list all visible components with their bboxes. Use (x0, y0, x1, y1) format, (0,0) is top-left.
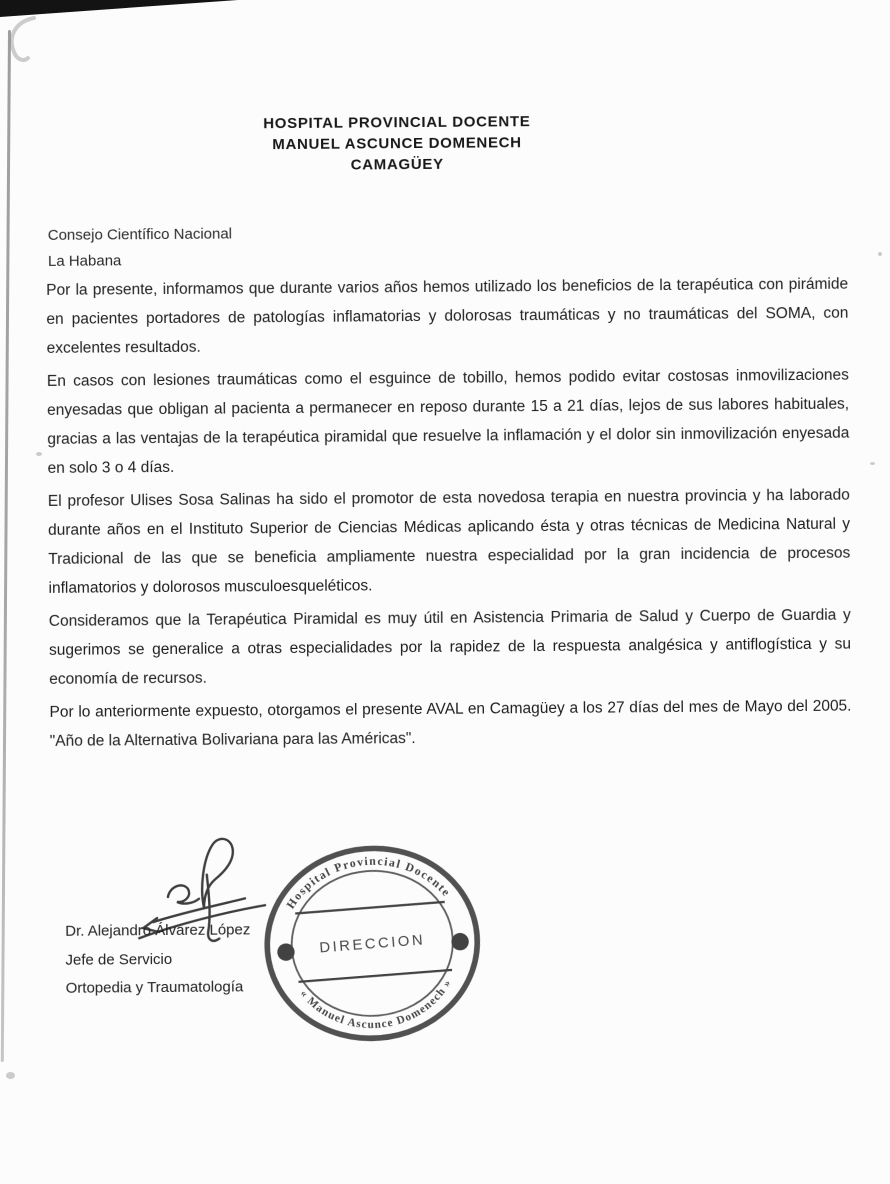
letter-body (46, 270, 852, 760)
signer-title: Jefe de Servicio (65, 950, 173, 969)
paragraph-1: Por la presente, informamos que durante varios años hemos utilizado los beneficios de la terapéutica con pirámide en pacientes portadores de patologías inflamatorias y dolorosas traumáticas y no traumáticas del SOMA, con excelentes resultados. (46, 275, 849, 357)
hospital-name-line1: HOSPITAL PROVINCIAL DOCENTE (263, 113, 531, 133)
addressee-block (48, 221, 233, 274)
stamp-center-text: DIRECCION (318, 932, 426, 957)
stamp-top-arc-text: Hospital Provincial Docente (284, 854, 454, 912)
hospital-name-line2: MANUEL ASCUNCE DOMENECH (272, 134, 522, 154)
addressee-organization: Consejo Científico Nacional (47, 225, 233, 244)
stamp-right-dot (451, 932, 470, 951)
official-stamp (252, 834, 493, 1055)
signature-block (65, 916, 251, 1003)
addressee-city: La Habana (47, 252, 122, 270)
paragraph-4: Consideramos que la Terapéutica Piramidal es muy útil en Asistencia Primaria de Salud y Cuerpo de Guardia y sugerimos se generalice a otras especialidades por la rapidez de la respuesta analgésica y antiflogística y su economía de recursos. (48, 606, 852, 688)
hospital-city: CAMAGÜEY (350, 155, 444, 174)
paragraph-5: Por lo anteriormente expuesto, otorgamos el presente AVAL en Camagüey a los 27 días del mes de Mayo del 2005. "Año de la Alternativa Bolivariana para las Américas". (49, 697, 852, 750)
stamp-bottom-arc-text: « Manuel Ascunce Domenech » (297, 977, 455, 1032)
signer-department: Ortopedia y Traumatología (65, 978, 244, 997)
letterhead (92, 110, 702, 178)
signer-name: Dr. Alejandro Álvarez López (65, 921, 251, 940)
paragraph-2: En casos con lesiones traumáticas como el esguince de tobillo, hemos podido evitar costosas inmovilizaciones enyesadas que obligan al pacienta a permanecer en reposo durante 15 a 21 días, lejos de sus labores habituales, gracias a las ventajas de la terapéutica piramidal que resuelve la inflamación y el dolor sin inmovilización enyesada en solo 3 o 4 días. (46, 366, 850, 477)
paragraph-3: El profesor Ulises Sosa Salinas ha sido el promotor de esta novedosa terapia en nuestra provincia y ha laborado durante años en el Instituto Superior de Ciencias Médicas aplicando ésta y otras técnicas de Medicina Natural y Tradicional de las que se beneficia ampliamente nuestra especialidad por la gran incidencia de procesos inflamatorios y dolorosos musculoesqueléticos. (47, 486, 851, 597)
